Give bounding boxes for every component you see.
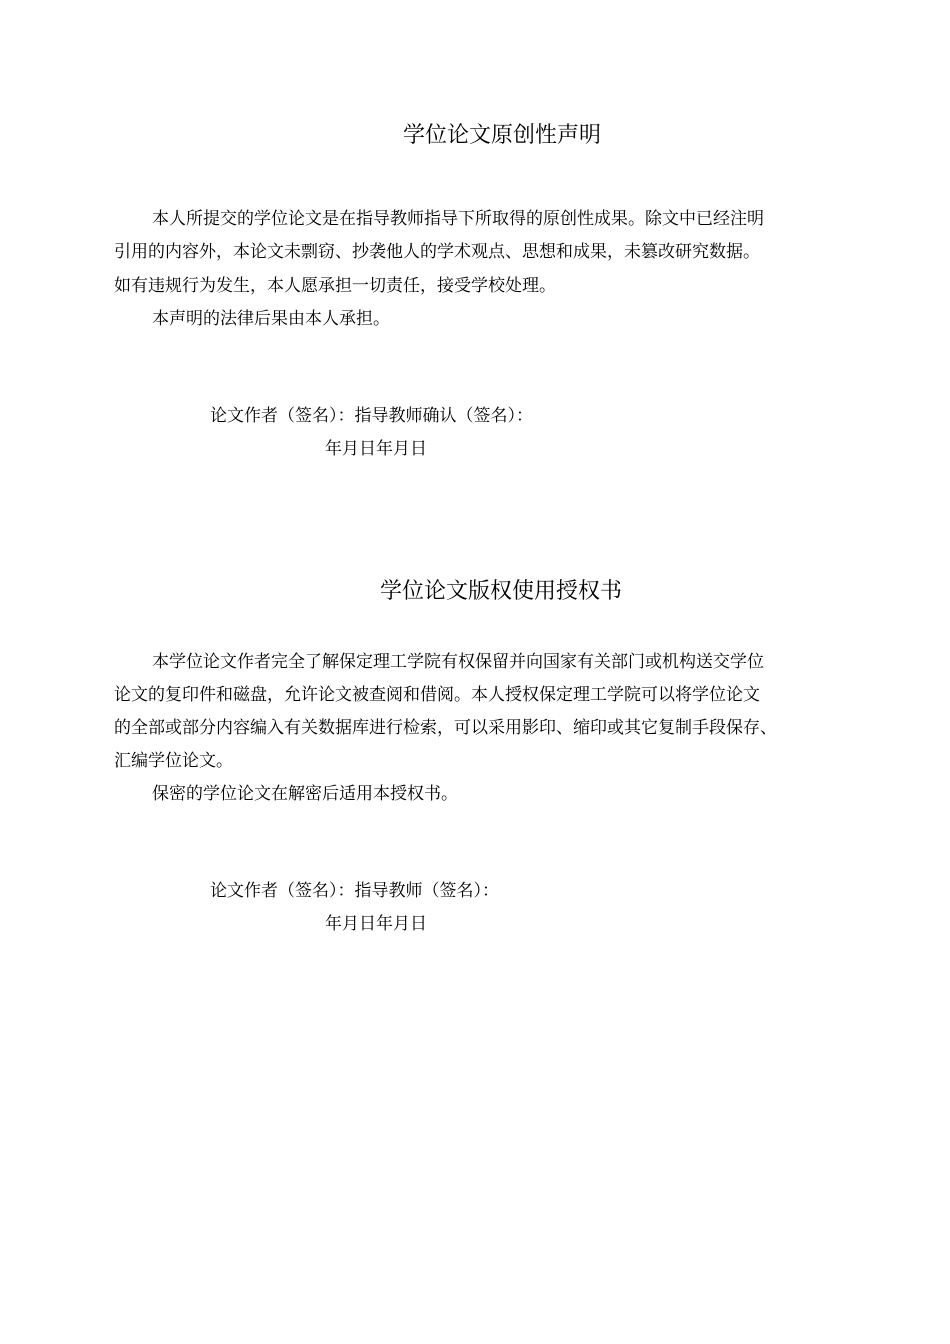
authorization-line-3: 的全部或部分内容编入有关数据库进行检索，可以采用影印、缩印或其它复制手段保存、 (114, 718, 777, 738)
declaration-line-4: 本声明的法律后果由本人承担。 (152, 309, 390, 329)
authorization-date-line: 年月日年月日 (325, 914, 427, 934)
authorization-signature-line: 论文作者（签名）：指导教师（签名）： (210, 881, 499, 901)
authorization-line-1: 本学位论文作者完全了解保定理工学院有权保留并向国家有关部门或机构送交学位 (152, 652, 764, 672)
authorization-line-4: 汇编学位论文。 (114, 751, 233, 771)
authorization-title: 学位论文版权使用授权书 (380, 579, 623, 604)
declaration-line-2: 引用的内容外，本论文未剽窃、抄袭他人的学术观点、思想和成果，未篡改研究数据。 (114, 242, 760, 262)
declaration-title: 学位论文原创性声明 (403, 123, 602, 148)
authorization-line-2: 论文的复印件和磁盘，允许论文被查阅和借阅。本人授权保定理工学院可以将学位论文 (114, 685, 760, 705)
declaration-date-line: 年月日年月日 (325, 439, 427, 459)
declaration-line-1: 本人所提交的学位论文是在指导教师指导下所取得的原创性成果。除文中已经注明 (152, 209, 764, 229)
declaration-signature-line: 论文作者（签名）：指导教师确认（签名）： (210, 406, 533, 426)
authorization-line-5: 保密的学位论文在解密后适用本授权书。 (152, 784, 458, 804)
declaration-line-3: 如有违规行为发生，本人愿承担一切责任，接受学校处理。 (114, 276, 556, 296)
